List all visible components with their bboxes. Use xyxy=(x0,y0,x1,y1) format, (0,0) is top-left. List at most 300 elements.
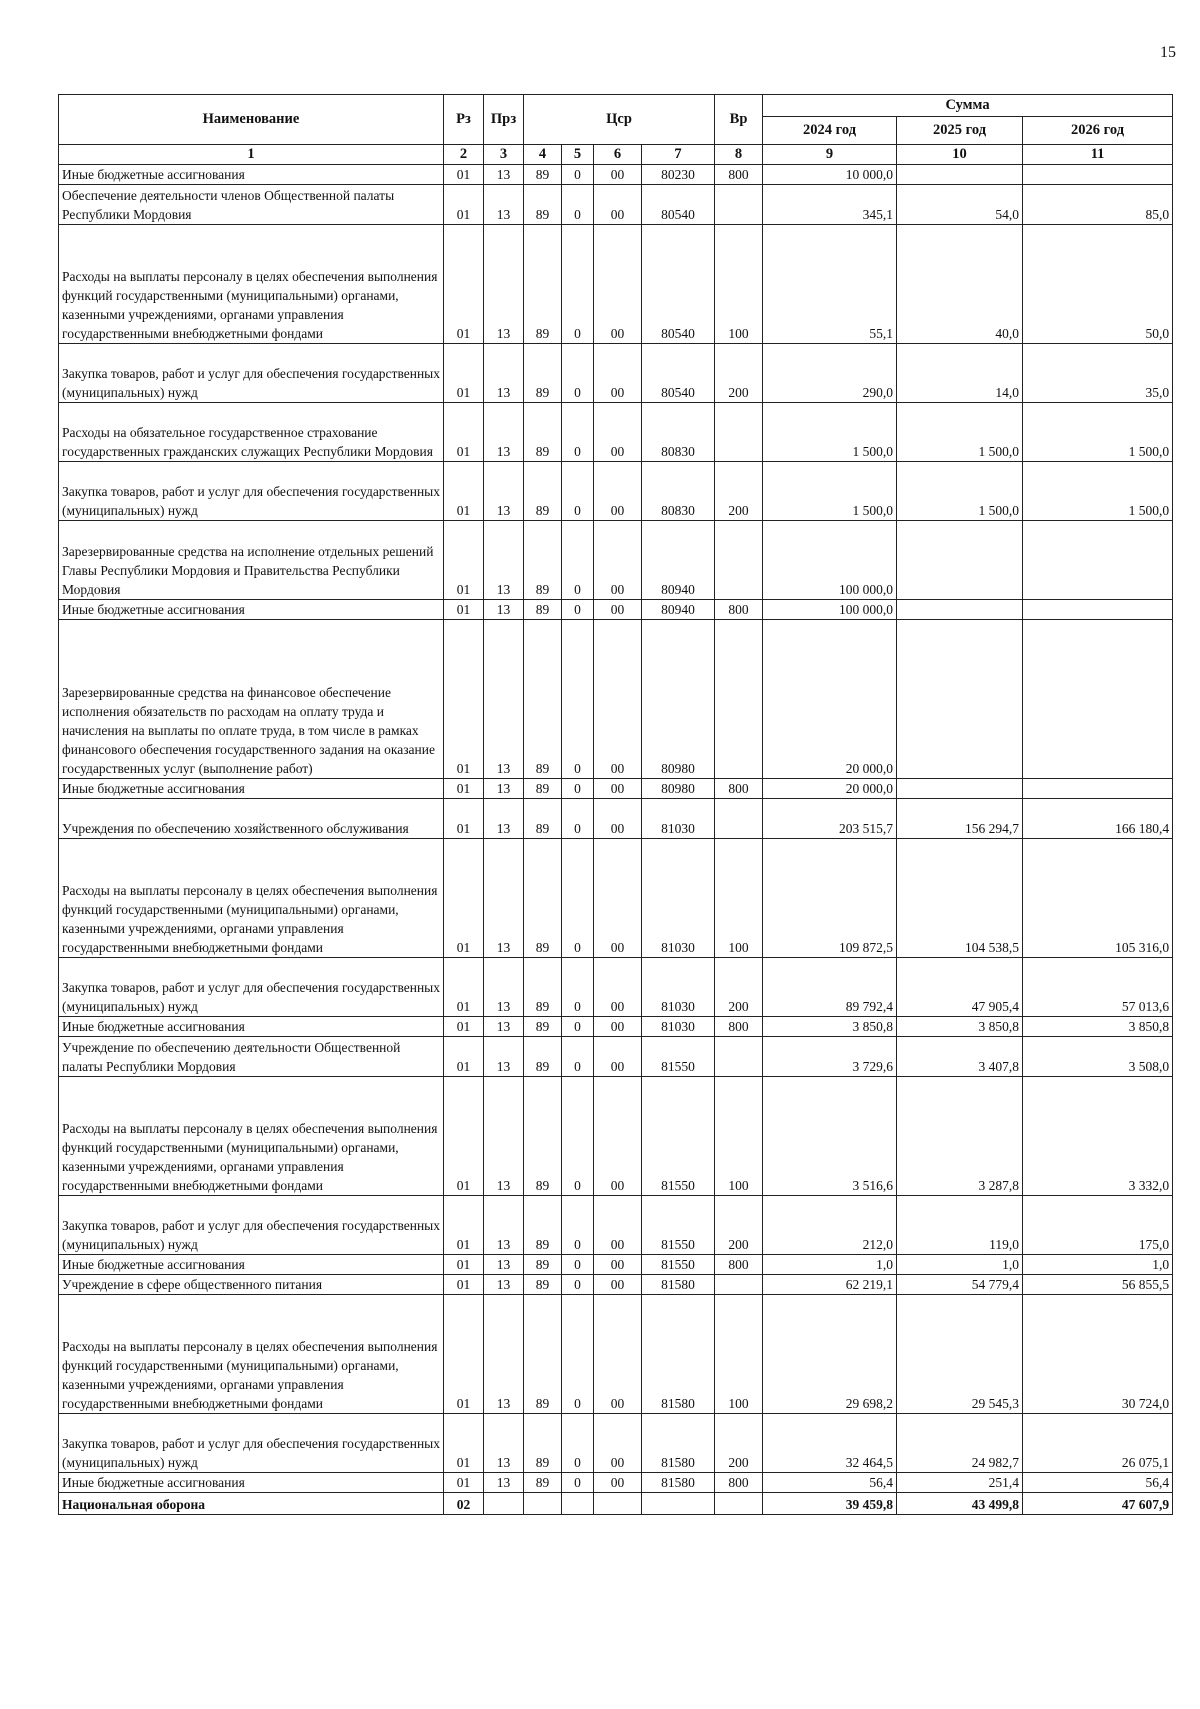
row-tsr-part2: 0 xyxy=(562,779,594,799)
row-tsr-part4: 81550 xyxy=(642,1255,715,1275)
row-tsr-part1: 89 xyxy=(524,403,562,462)
row-amount-2024: 3 729,6 xyxy=(763,1037,897,1077)
row-amount-2025: 40,0 xyxy=(897,225,1023,344)
row-name: Закупка товаров, работ и услуг для обеспечения государственных (муниципальных) нужд xyxy=(59,344,444,403)
row-prz: 13 xyxy=(484,1414,524,1473)
row-tsr-part1: 89 xyxy=(524,225,562,344)
row-rz: 01 xyxy=(444,1077,484,1196)
table-row xyxy=(59,1275,1173,1295)
row-prz: 13 xyxy=(484,1473,524,1493)
row-amount-2026: 47 607,9 xyxy=(1023,1493,1173,1515)
table-row xyxy=(59,779,1173,799)
row-rz: 01 xyxy=(444,1037,484,1077)
row-prz: 13 xyxy=(484,225,524,344)
row-rz: 01 xyxy=(444,779,484,799)
row-tsr-part3: 00 xyxy=(594,185,642,225)
row-tsr-part2: 0 xyxy=(562,462,594,521)
row-prz: 13 xyxy=(484,403,524,462)
row-tsr-part3 xyxy=(594,1493,642,1515)
row-amount-2025 xyxy=(897,600,1023,620)
row-amount-2024: 20 000,0 xyxy=(763,620,897,779)
row-rz: 01 xyxy=(444,1255,484,1275)
row-amount-2026: 3 508,0 xyxy=(1023,1037,1173,1077)
row-tsr-part4: 80540 xyxy=(642,344,715,403)
table-row xyxy=(59,521,1173,600)
row-tsr-part4: 81580 xyxy=(642,1275,715,1295)
row-name: Расходы на выплаты персоналу в целях обеспечения выполнения функций государственными (муниципальными) органами, казенными учреждениями, органами управления государственными внебюджетными фондами xyxy=(59,225,444,344)
row-amount-2025: 251,4 xyxy=(897,1473,1023,1493)
row-name: Закупка товаров, работ и услуг для обеспечения государственных (муниципальных) нужд xyxy=(59,462,444,521)
row-amount-2026: 1 500,0 xyxy=(1023,462,1173,521)
row-amount-2024: 1 500,0 xyxy=(763,462,897,521)
row-name: Зарезервированные средства на финансовое обеспечение исполнения обязательств по расходам на оплату труда и начисления на выплаты по оплате труда, в том числе в рамках финансового обеспечения государственного задания на оказание государственных услуг (выполнение работ) xyxy=(59,620,444,779)
row-amount-2025: 104 538,5 xyxy=(897,839,1023,958)
row-amount-2024: 32 464,5 xyxy=(763,1414,897,1473)
table-row xyxy=(59,462,1173,521)
row-rz: 01 xyxy=(444,1196,484,1255)
row-tsr-part2: 0 xyxy=(562,1077,594,1196)
row-name: Иные бюджетные ассигнования xyxy=(59,600,444,620)
row-vr: 200 xyxy=(715,344,763,403)
row-amount-2026: 57 013,6 xyxy=(1023,958,1173,1017)
header-vr: Вр xyxy=(715,95,763,145)
row-name: Иные бюджетные ассигнования xyxy=(59,1017,444,1037)
row-prz: 13 xyxy=(484,620,524,779)
row-rz: 02 xyxy=(444,1493,484,1515)
row-tsr-part3: 00 xyxy=(594,1017,642,1037)
row-amount-2024: 39 459,8 xyxy=(763,1493,897,1515)
header-2024: 2024 год xyxy=(763,117,897,145)
row-prz: 13 xyxy=(484,1255,524,1275)
row-tsr-part2: 0 xyxy=(562,958,594,1017)
table-row xyxy=(59,1295,1173,1414)
row-name: Расходы на выплаты персоналу в целях обеспечения выполнения функций государственными (муниципальными) органами, казенными учреждениями, органами управления государственными внебюджетными фондами xyxy=(59,839,444,958)
row-tsr-part1: 89 xyxy=(524,462,562,521)
row-prz: 13 xyxy=(484,839,524,958)
row-vr xyxy=(715,799,763,839)
row-tsr-part2: 0 xyxy=(562,165,594,185)
row-prz: 13 xyxy=(484,1017,524,1037)
row-tsr-part4: 80940 xyxy=(642,521,715,600)
row-tsr-part4: 81030 xyxy=(642,839,715,958)
row-tsr-part2: 0 xyxy=(562,799,594,839)
row-name: Иные бюджетные ассигнования xyxy=(59,1255,444,1275)
row-rz: 01 xyxy=(444,839,484,958)
row-amount-2024: 100 000,0 xyxy=(763,600,897,620)
table-row xyxy=(59,600,1173,620)
row-vr xyxy=(715,1037,763,1077)
row-tsr-part1: 89 xyxy=(524,1295,562,1414)
row-amount-2026: 26 075,1 xyxy=(1023,1414,1173,1473)
row-name: Расходы на обязательное государственное страхование государственных гражданских служащих Республики Мордовия xyxy=(59,403,444,462)
row-amount-2024: 62 219,1 xyxy=(763,1275,897,1295)
row-rz: 01 xyxy=(444,165,484,185)
row-tsr-part4: 81030 xyxy=(642,799,715,839)
row-amount-2024: 89 792,4 xyxy=(763,958,897,1017)
row-prz: 13 xyxy=(484,600,524,620)
row-amount-2025: 119,0 xyxy=(897,1196,1023,1255)
row-amount-2024: 100 000,0 xyxy=(763,521,897,600)
row-tsr-part1: 89 xyxy=(524,1017,562,1037)
row-amount-2025: 29 545,3 xyxy=(897,1295,1023,1414)
row-name: Иные бюджетные ассигнования xyxy=(59,779,444,799)
row-tsr-part2: 0 xyxy=(562,521,594,600)
table-row xyxy=(59,165,1173,185)
row-name: Зарезервированные средства на исполнение отдельных решений Главы Республики Мордовия и Правительства Республики Мордовия xyxy=(59,521,444,600)
row-name: Расходы на выплаты персоналу в целях обеспечения выполнения функций государственными (муниципальными) органами, казенными учреждениями, органами управления государственными внебюджетными фондами xyxy=(59,1295,444,1414)
row-prz: 13 xyxy=(484,1037,524,1077)
row-rz: 01 xyxy=(444,521,484,600)
row-rz: 01 xyxy=(444,799,484,839)
row-prz: 13 xyxy=(484,521,524,600)
table-row xyxy=(59,1017,1173,1037)
row-tsr-part2: 0 xyxy=(562,1473,594,1493)
row-amount-2024: 3 850,8 xyxy=(763,1017,897,1037)
row-tsr-part3: 00 xyxy=(594,600,642,620)
row-tsr-part1: 89 xyxy=(524,1275,562,1295)
budget-table xyxy=(58,94,1173,1515)
row-tsr-part4: 81580 xyxy=(642,1414,715,1473)
row-amount-2025: 156 294,7 xyxy=(897,799,1023,839)
row-tsr-part3: 00 xyxy=(594,1077,642,1196)
row-vr: 100 xyxy=(715,839,763,958)
row-tsr-part3: 00 xyxy=(594,1275,642,1295)
header-2025: 2025 год xyxy=(897,117,1023,145)
row-name: Национальная оборона xyxy=(59,1493,444,1515)
row-name: Учреждение по обеспечению деятельности Общественной палаты Республики Мордовия xyxy=(59,1037,444,1077)
column-number: 1 xyxy=(59,145,444,165)
row-name: Закупка товаров, работ и услуг для обеспечения государственных (муниципальных) нужд xyxy=(59,958,444,1017)
row-amount-2024: 212,0 xyxy=(763,1196,897,1255)
row-amount-2024: 10 000,0 xyxy=(763,165,897,185)
row-amount-2025: 3 850,8 xyxy=(897,1017,1023,1037)
page-number: 15 xyxy=(1160,44,1176,61)
row-amount-2024: 55,1 xyxy=(763,225,897,344)
row-amount-2026: 3 332,0 xyxy=(1023,1077,1173,1196)
row-prz: 13 xyxy=(484,185,524,225)
row-prz: 13 xyxy=(484,1295,524,1414)
column-number: 4 xyxy=(524,145,562,165)
row-prz: 13 xyxy=(484,799,524,839)
row-rz: 01 xyxy=(444,600,484,620)
row-amount-2025 xyxy=(897,620,1023,779)
row-rz: 01 xyxy=(444,462,484,521)
row-tsr-part4: 80830 xyxy=(642,403,715,462)
row-prz: 13 xyxy=(484,958,524,1017)
row-name: Закупка товаров, работ и услуг для обеспечения государственных (муниципальных) нужд xyxy=(59,1414,444,1473)
row-amount-2025: 1 500,0 xyxy=(897,462,1023,521)
column-number: 9 xyxy=(763,145,897,165)
row-vr: 800 xyxy=(715,1473,763,1493)
row-tsr-part1: 89 xyxy=(524,1077,562,1196)
column-numbers-row xyxy=(59,145,1173,165)
row-vr: 100 xyxy=(715,225,763,344)
row-rz: 01 xyxy=(444,185,484,225)
table-row xyxy=(59,1473,1173,1493)
row-tsr-part3: 00 xyxy=(594,1037,642,1077)
column-number: 7 xyxy=(642,145,715,165)
row-tsr-part3: 00 xyxy=(594,1414,642,1473)
row-prz: 13 xyxy=(484,1275,524,1295)
row-rz: 01 xyxy=(444,403,484,462)
row-tsr-part1: 89 xyxy=(524,620,562,779)
row-tsr-part2: 0 xyxy=(562,225,594,344)
row-amount-2026: 175,0 xyxy=(1023,1196,1173,1255)
table-row xyxy=(59,1255,1173,1275)
row-tsr-part3: 00 xyxy=(594,799,642,839)
row-amount-2025: 3 407,8 xyxy=(897,1037,1023,1077)
row-amount-2026: 30 724,0 xyxy=(1023,1295,1173,1414)
row-tsr-part2: 0 xyxy=(562,403,594,462)
row-tsr-part4: 81580 xyxy=(642,1473,715,1493)
row-amount-2024: 1,0 xyxy=(763,1255,897,1275)
row-tsr-part1: 89 xyxy=(524,1473,562,1493)
row-name: Закупка товаров, работ и услуг для обеспечения государственных (муниципальных) нужд xyxy=(59,1196,444,1255)
row-rz: 01 xyxy=(444,620,484,779)
row-tsr-part3: 00 xyxy=(594,1255,642,1275)
header-2026: 2026 год xyxy=(1023,117,1173,145)
row-tsr-part3: 00 xyxy=(594,225,642,344)
row-prz: 13 xyxy=(484,779,524,799)
row-tsr-part4: 80540 xyxy=(642,185,715,225)
row-vr: 800 xyxy=(715,1017,763,1037)
row-tsr-part4: 80540 xyxy=(642,225,715,344)
row-tsr-part1: 89 xyxy=(524,779,562,799)
row-vr: 800 xyxy=(715,1255,763,1275)
row-name: Учреждение в сфере общественного питания xyxy=(59,1275,444,1295)
row-amount-2026: 1,0 xyxy=(1023,1255,1173,1275)
row-vr xyxy=(715,185,763,225)
row-tsr-part1: 89 xyxy=(524,1037,562,1077)
row-amount-2026: 56 855,5 xyxy=(1023,1275,1173,1295)
header-tsr: Цср xyxy=(524,95,715,145)
row-vr: 100 xyxy=(715,1295,763,1414)
row-tsr-part4: 81550 xyxy=(642,1196,715,1255)
row-rz: 01 xyxy=(444,225,484,344)
row-amount-2024: 290,0 xyxy=(763,344,897,403)
table-row xyxy=(59,1493,1173,1515)
row-tsr-part4: 81030 xyxy=(642,958,715,1017)
row-vr xyxy=(715,620,763,779)
row-tsr-part2: 0 xyxy=(562,620,594,779)
row-tsr-part1: 89 xyxy=(524,600,562,620)
header-name: Наименование xyxy=(59,95,444,145)
row-prz xyxy=(484,1493,524,1515)
table-row xyxy=(59,185,1173,225)
row-amount-2025 xyxy=(897,521,1023,600)
row-prz: 13 xyxy=(484,1196,524,1255)
row-tsr-part2 xyxy=(562,1493,594,1515)
row-vr xyxy=(715,1493,763,1515)
row-tsr-part3: 00 xyxy=(594,779,642,799)
row-tsr-part1: 89 xyxy=(524,799,562,839)
row-tsr-part1: 89 xyxy=(524,1196,562,1255)
row-tsr-part3: 00 xyxy=(594,1196,642,1255)
header-prz: Прз xyxy=(484,95,524,145)
row-vr: 800 xyxy=(715,165,763,185)
row-tsr-part1: 89 xyxy=(524,1255,562,1275)
row-tsr-part4: 81550 xyxy=(642,1037,715,1077)
row-amount-2025: 54,0 xyxy=(897,185,1023,225)
row-tsr-part4: 80940 xyxy=(642,600,715,620)
row-amount-2025: 14,0 xyxy=(897,344,1023,403)
row-vr xyxy=(715,521,763,600)
table-row xyxy=(59,1077,1173,1196)
row-amount-2026 xyxy=(1023,779,1173,799)
row-amount-2025: 24 982,7 xyxy=(897,1414,1023,1473)
row-amount-2026 xyxy=(1023,521,1173,600)
row-tsr-part3: 00 xyxy=(594,620,642,779)
row-tsr-part1 xyxy=(524,1493,562,1515)
table-body xyxy=(59,165,1173,1515)
row-rz: 01 xyxy=(444,1473,484,1493)
column-number: 3 xyxy=(484,145,524,165)
row-tsr-part4: 81580 xyxy=(642,1295,715,1414)
row-vr: 800 xyxy=(715,600,763,620)
row-amount-2025 xyxy=(897,779,1023,799)
header-rz: Рз xyxy=(444,95,484,145)
row-rz: 01 xyxy=(444,344,484,403)
row-tsr-part4: 80980 xyxy=(642,779,715,799)
row-tsr-part4: 81030 xyxy=(642,1017,715,1037)
row-vr xyxy=(715,403,763,462)
row-prz: 13 xyxy=(484,165,524,185)
row-tsr-part1: 89 xyxy=(524,165,562,185)
column-number: 6 xyxy=(594,145,642,165)
row-amount-2026: 105 316,0 xyxy=(1023,839,1173,958)
row-amount-2026 xyxy=(1023,165,1173,185)
row-name: Учреждения по обеспечению хозяйственного обслуживания xyxy=(59,799,444,839)
row-vr: 200 xyxy=(715,462,763,521)
row-amount-2025: 1 500,0 xyxy=(897,403,1023,462)
row-tsr-part2: 0 xyxy=(562,600,594,620)
row-amount-2025: 54 779,4 xyxy=(897,1275,1023,1295)
row-amount-2026: 166 180,4 xyxy=(1023,799,1173,839)
row-tsr-part3: 00 xyxy=(594,344,642,403)
row-tsr-part1: 89 xyxy=(524,521,562,600)
row-prz: 13 xyxy=(484,1077,524,1196)
row-name: Иные бюджетные ассигнования xyxy=(59,165,444,185)
row-rz: 01 xyxy=(444,1275,484,1295)
row-amount-2024: 345,1 xyxy=(763,185,897,225)
row-rz: 01 xyxy=(444,958,484,1017)
row-amount-2025 xyxy=(897,165,1023,185)
row-tsr-part2: 0 xyxy=(562,839,594,958)
row-vr: 200 xyxy=(715,1414,763,1473)
row-vr: 200 xyxy=(715,958,763,1017)
row-tsr-part1: 89 xyxy=(524,1414,562,1473)
row-tsr-part3: 00 xyxy=(594,839,642,958)
row-vr: 800 xyxy=(715,779,763,799)
row-amount-2024: 1 500,0 xyxy=(763,403,897,462)
row-amount-2024: 29 698,2 xyxy=(763,1295,897,1414)
row-tsr-part3: 00 xyxy=(594,165,642,185)
row-amount-2026: 1 500,0 xyxy=(1023,403,1173,462)
row-amount-2026: 35,0 xyxy=(1023,344,1173,403)
row-rz: 01 xyxy=(444,1017,484,1037)
row-amount-2024: 20 000,0 xyxy=(763,779,897,799)
row-tsr-part3: 00 xyxy=(594,462,642,521)
table-row xyxy=(59,839,1173,958)
row-tsr-part2: 0 xyxy=(562,1275,594,1295)
row-tsr-part2: 0 xyxy=(562,1255,594,1275)
row-vr xyxy=(715,1275,763,1295)
row-prz: 13 xyxy=(484,344,524,403)
column-number: 11 xyxy=(1023,145,1173,165)
table-row xyxy=(59,1196,1173,1255)
row-tsr-part3: 00 xyxy=(594,958,642,1017)
table-row xyxy=(59,799,1173,839)
row-amount-2026 xyxy=(1023,600,1173,620)
row-vr: 100 xyxy=(715,1077,763,1196)
table-row xyxy=(59,1037,1173,1077)
row-tsr-part2: 0 xyxy=(562,1037,594,1077)
row-amount-2026: 56,4 xyxy=(1023,1473,1173,1493)
table-row xyxy=(59,620,1173,779)
row-tsr-part1: 89 xyxy=(524,344,562,403)
column-number: 2 xyxy=(444,145,484,165)
row-tsr-part2: 0 xyxy=(562,1295,594,1414)
row-tsr-part3: 00 xyxy=(594,521,642,600)
row-tsr-part3: 00 xyxy=(594,1295,642,1414)
row-amount-2024: 109 872,5 xyxy=(763,839,897,958)
column-number: 8 xyxy=(715,145,763,165)
row-tsr-part2: 0 xyxy=(562,1196,594,1255)
row-prz: 13 xyxy=(484,462,524,521)
row-tsr-part4: 80980 xyxy=(642,620,715,779)
row-tsr-part3: 00 xyxy=(594,1473,642,1493)
row-amount-2026: 3 850,8 xyxy=(1023,1017,1173,1037)
row-vr: 200 xyxy=(715,1196,763,1255)
row-tsr-part4: 81550 xyxy=(642,1077,715,1196)
row-name: Обеспечение деятельности членов Общественной палаты Республики Мордовия xyxy=(59,185,444,225)
row-rz: 01 xyxy=(444,1414,484,1473)
row-tsr-part1: 89 xyxy=(524,185,562,225)
row-tsr-part1: 89 xyxy=(524,958,562,1017)
column-number: 5 xyxy=(562,145,594,165)
row-name: Расходы на выплаты персоналу в целях обеспечения выполнения функций государственными (муниципальными) органами, казенными учреждениями, органами управления государственными внебюджетными фондами xyxy=(59,1077,444,1196)
row-amount-2024: 203 515,7 xyxy=(763,799,897,839)
row-tsr-part2: 0 xyxy=(562,1414,594,1473)
row-rz: 01 xyxy=(444,1295,484,1414)
row-amount-2026: 85,0 xyxy=(1023,185,1173,225)
row-tsr-part3: 00 xyxy=(594,403,642,462)
table-row xyxy=(59,344,1173,403)
row-amount-2024: 3 516,6 xyxy=(763,1077,897,1196)
row-amount-2025: 3 287,8 xyxy=(897,1077,1023,1196)
row-amount-2026 xyxy=(1023,620,1173,779)
header-summa: Сумма xyxy=(763,95,1173,117)
table-row xyxy=(59,958,1173,1017)
row-tsr-part1: 89 xyxy=(524,839,562,958)
row-amount-2025: 47 905,4 xyxy=(897,958,1023,1017)
row-tsr-part4: 80830 xyxy=(642,462,715,521)
row-tsr-part2: 0 xyxy=(562,344,594,403)
table-row xyxy=(59,225,1173,344)
row-amount-2024: 56,4 xyxy=(763,1473,897,1493)
table-row xyxy=(59,403,1173,462)
row-amount-2025: 43 499,8 xyxy=(897,1493,1023,1515)
row-name: Иные бюджетные ассигнования xyxy=(59,1473,444,1493)
row-tsr-part2: 0 xyxy=(562,1017,594,1037)
table-row xyxy=(59,1414,1173,1473)
row-tsr-part4: 80230 xyxy=(642,165,715,185)
row-tsr-part2: 0 xyxy=(562,185,594,225)
row-amount-2025: 1,0 xyxy=(897,1255,1023,1275)
column-number: 10 xyxy=(897,145,1023,165)
row-tsr-part4 xyxy=(642,1493,715,1515)
row-amount-2026: 50,0 xyxy=(1023,225,1173,344)
